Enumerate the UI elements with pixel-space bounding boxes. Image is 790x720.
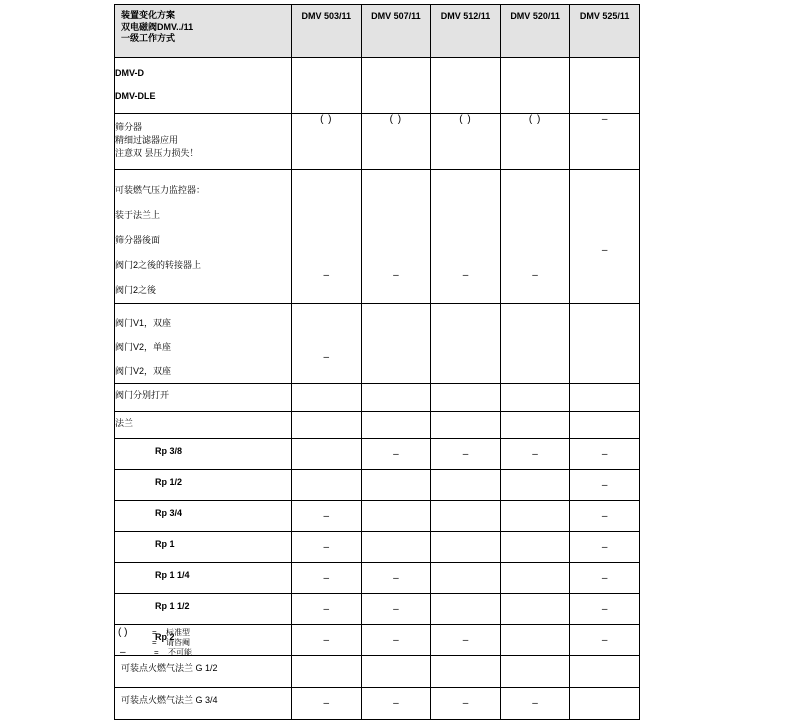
label-monitor-2: 装于法兰上 [115,210,161,220]
row-label-rp-2: Rp 2 [115,625,292,656]
row-label-rp-112: Rp 1 1/2 [115,594,292,625]
label-monitor-4: 阀门2之後的转接器上 [115,260,202,270]
cell-g12-525 [570,656,640,688]
legend [118,628,192,658]
cell-rp34-512 [431,501,501,532]
cell-valves-520 [500,304,570,384]
cell-dmv-types-512 [431,58,501,114]
cell-valves-525 [570,304,640,384]
table-row [115,688,640,720]
label-filter-1: 筛分器 [115,122,143,132]
header-line-1: 装置变化方案 [121,10,176,20]
cell-valves-503: – [292,304,362,384]
cell-rp38-520: – [500,439,570,470]
cell-rp38-525: – [570,439,640,470]
row-label-separate-open: 阀门分别打开 [115,384,292,412]
label-dmv-d: DMV-D [115,68,144,78]
cell-separate-503 [292,384,362,412]
table-row [115,501,640,532]
legend-item-consult [118,638,192,648]
cell-rp1-503: – [292,532,362,563]
cell-rp12-512 [431,470,501,501]
legend-equals-1: = [152,628,157,637]
row-label-rp-114: Rp 1 1/4 [115,563,292,594]
cell-rp34-503: – [292,501,362,532]
table-row [115,656,640,688]
table-row-dmv-types [115,58,640,114]
table-row-flange-heading [115,412,640,439]
cell-separate-512 [431,384,501,412]
cell-rp114-503: – [292,563,362,594]
cell-valves-507 [361,304,431,384]
cell-g34-520: – [500,688,570,720]
cell-dmv-types-520 [500,58,570,114]
row-label-rp-34: Rp 3/4 [115,501,292,532]
cell-g34-525 [570,688,640,720]
cell-g12-507 [361,656,431,688]
row-label-pressure-monitor [115,170,292,304]
row-label-flange: 法兰 [115,412,292,439]
cell-rp34-520 [500,501,570,532]
label-dmv-dle: DMV-DLE [115,91,156,101]
cell-rp114-507: – [361,563,431,594]
row-label-ignition-gas-g34: 可装点火燃气法兰 G 3/4 [115,688,292,720]
cell-rp1-507 [361,532,431,563]
cell-separate-520 [500,384,570,412]
cell-rp12-520 [500,470,570,501]
legend-symbol-parentheses: ( ) [118,627,128,638]
cell-filter-507: ( ) [361,114,431,170]
cell-rp112-525: – [570,594,640,625]
cell-rp2-512: – [431,625,501,656]
cell-g34-503: – [292,688,362,720]
cell-rp34-507 [361,501,431,532]
label-monitor-1: 可装燃气压力监控器： [115,185,206,195]
cell-g34-507: – [361,688,431,720]
cell-rp34-525: – [570,501,640,532]
cell-dmv-types-503 [292,58,362,114]
legend-equals-2: = [152,638,157,647]
cell-separate-525 [570,384,640,412]
label-monitor-5: 阀门2之後 [115,285,157,295]
label-valve-1: 阀门V1，双座 [115,318,172,328]
label-filter-3: 注意双 昙压力损失！ [115,148,199,158]
cell-rp2-507: – [361,625,431,656]
row-label-filter [115,114,292,170]
header-first-cell [115,5,292,58]
cell-flange-503 [292,412,362,439]
cell-rp38-512: – [431,439,501,470]
cell-rp1-525: – [570,532,640,563]
table-header-row [115,5,640,58]
cell-rp12-525: – [570,470,640,501]
table-row [115,470,640,501]
column-header-dmv520: DMV 520/11 [500,5,570,58]
cell-rp38-503 [292,439,362,470]
table-row [115,594,640,625]
cell-filter-520: ( ) [500,114,570,170]
cell-rp1-520 [500,532,570,563]
cell-rp114-525: – [570,563,640,594]
cell-separate-507 [361,384,431,412]
row-label-valves [115,304,292,384]
legend-text-impossible: 不可能 [168,648,192,657]
legend-item-standard [118,628,192,638]
label-valve-3: 阀门V2，双座 [115,366,172,376]
cell-rp12-507 [361,470,431,501]
column-header-dmv512: DMV 512/11 [431,5,501,58]
cell-monitor-525: – [570,170,640,304]
cell-filter-512: ( ) [431,114,501,170]
cell-rp2-520 [500,625,570,656]
cell-dmv-types-525 [570,58,640,114]
table-row-filter [115,114,640,170]
column-header-dmv507: DMV 507/11 [361,5,431,58]
legend-text-standard: 标准型 [166,628,190,637]
row-label-rp-1: Rp 1 [115,532,292,563]
cell-rp114-520 [500,563,570,594]
cell-rp112-512 [431,594,501,625]
row-label-ignition-gas-g12: 可装点火燃气法兰 G 1/2 [115,656,292,688]
cell-filter-503: ( ) [292,114,362,170]
cell-rp112-520 [500,594,570,625]
cell-flange-512 [431,412,501,439]
cell-monitor-507: – [361,170,431,304]
cell-flange-507 [361,412,431,439]
cell-rp2-525: – [570,625,640,656]
table-row-pressure-monitor [115,170,640,304]
cell-g12-520 [500,656,570,688]
cell-rp12-503 [292,470,362,501]
legend-text-consult: 请咨阉 [166,638,190,647]
table-row [115,563,640,594]
label-monitor-3: 筛分器後面 [115,235,161,245]
cell-monitor-520: – [500,170,570,304]
cell-flange-525 [570,412,640,439]
cell-rp2-503: – [292,625,362,656]
header-line-3: 一级工作方式 [121,33,176,43]
table-row-valves [115,304,640,384]
cell-g34-512: – [431,688,501,720]
cell-valves-512 [431,304,501,384]
legend-symbol-dash: – [120,647,126,658]
row-label-rp-38: Rp 3/8 [115,439,292,470]
cell-rp112-503: – [292,594,362,625]
column-header-dmv525: DMV 525/11 [570,5,640,58]
cell-filter-525: – [570,114,640,170]
legend-item-impossible [118,648,192,658]
cell-dmv-types-507 [361,58,431,114]
cell-rp112-507: – [361,594,431,625]
row-label-rp-12: Rp 1/2 [115,470,292,501]
cell-flange-520 [500,412,570,439]
header-line-2: 双电磁阀DMV../11 [121,21,194,32]
cell-rp114-512 [431,563,501,594]
table-row [115,439,640,470]
cell-rp1-512 [431,532,501,563]
table-row [115,625,640,656]
label-filter-2: 精细过滤器应用 [115,135,179,145]
cell-monitor-512: – [431,170,501,304]
row-label-dmv-types [115,58,292,114]
cell-rp38-507: – [361,439,431,470]
specification-table [114,4,640,720]
cell-g12-503 [292,656,362,688]
cell-g12-512 [431,656,501,688]
label-valve-2: 阀门V2，单座 [115,342,172,352]
column-header-dmv503: DMV 503/11 [292,5,362,58]
table-row-separate-open [115,384,640,412]
cell-monitor-503: – [292,170,362,304]
legend-equals-3: = [154,648,159,657]
table-row [115,532,640,563]
